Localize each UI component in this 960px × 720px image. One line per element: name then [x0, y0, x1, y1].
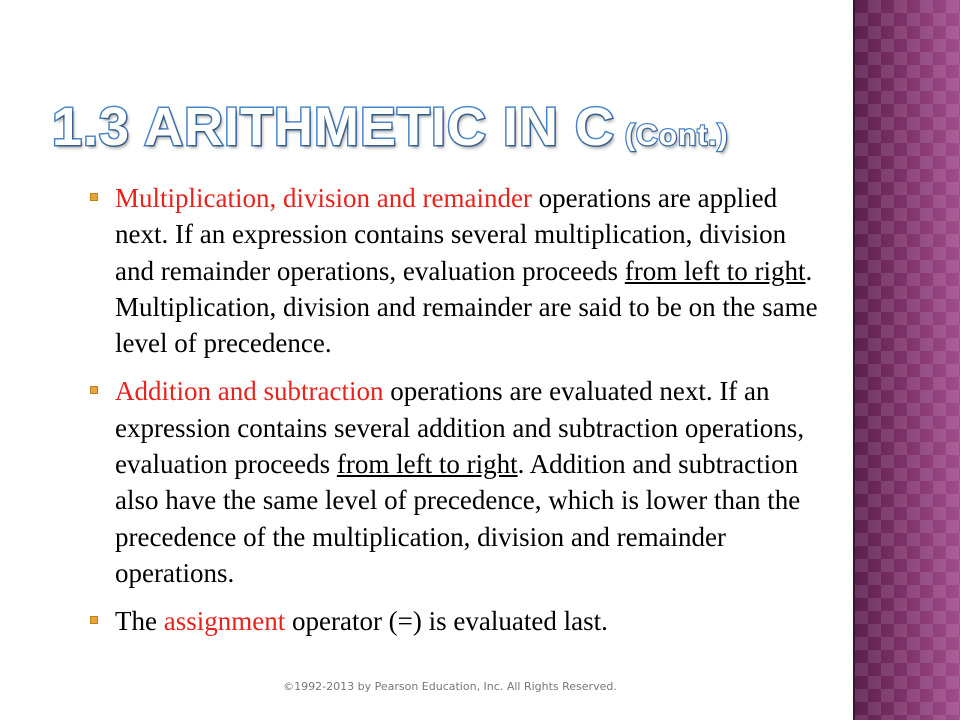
title-cont: (Cont.)	[625, 119, 729, 152]
title-main: 1.3 ARITHMETIC IN C	[52, 97, 616, 157]
slide-title	[52, 96, 729, 166]
bullet-item	[88, 373, 818, 591]
highlight-term: assignment	[163, 606, 286, 637]
highlight-term: Addition and subtraction	[115, 376, 384, 407]
bullet-text: . Addition and subtraction also have the same level of precedence, which is lower than the precedence of the multiplication, division and remainder operations.	[115, 449, 801, 588]
side-band-edge	[853, 0, 855, 720]
underlined-text: from left to right	[624, 255, 806, 286]
bullet-item	[88, 603, 818, 639]
bullet-text: operations are evaluated next. If an expression contains several addition and subtraction operations, evaluation proceeds	[115, 376, 805, 480]
underlined-text: from left to right	[336, 449, 518, 480]
bullet-text: The	[115, 606, 164, 637]
decorative-side-band	[855, 0, 960, 720]
bullet-text: . Multiplication, division and remainder are said to be on the same level of precedence.	[115, 255, 818, 359]
bullet-square-icon	[90, 193, 98, 201]
bullet-item	[88, 180, 818, 361]
bullet-text: operator (=) is evaluated last.	[285, 606, 608, 637]
bullet-square-icon	[90, 616, 98, 624]
bullet-square-icon	[90, 386, 98, 394]
highlight-term: Multiplication, division and remainder	[115, 183, 532, 213]
bullet-text: operations are applied next. If an expression contains several multiplication, division and remainder operations, evaluation proceeds	[115, 183, 787, 286]
bullet-list	[88, 180, 818, 652]
copyright-footer: ©1992-2013 by Pearson Education, Inc. All Rights Reserved.	[283, 680, 617, 693]
